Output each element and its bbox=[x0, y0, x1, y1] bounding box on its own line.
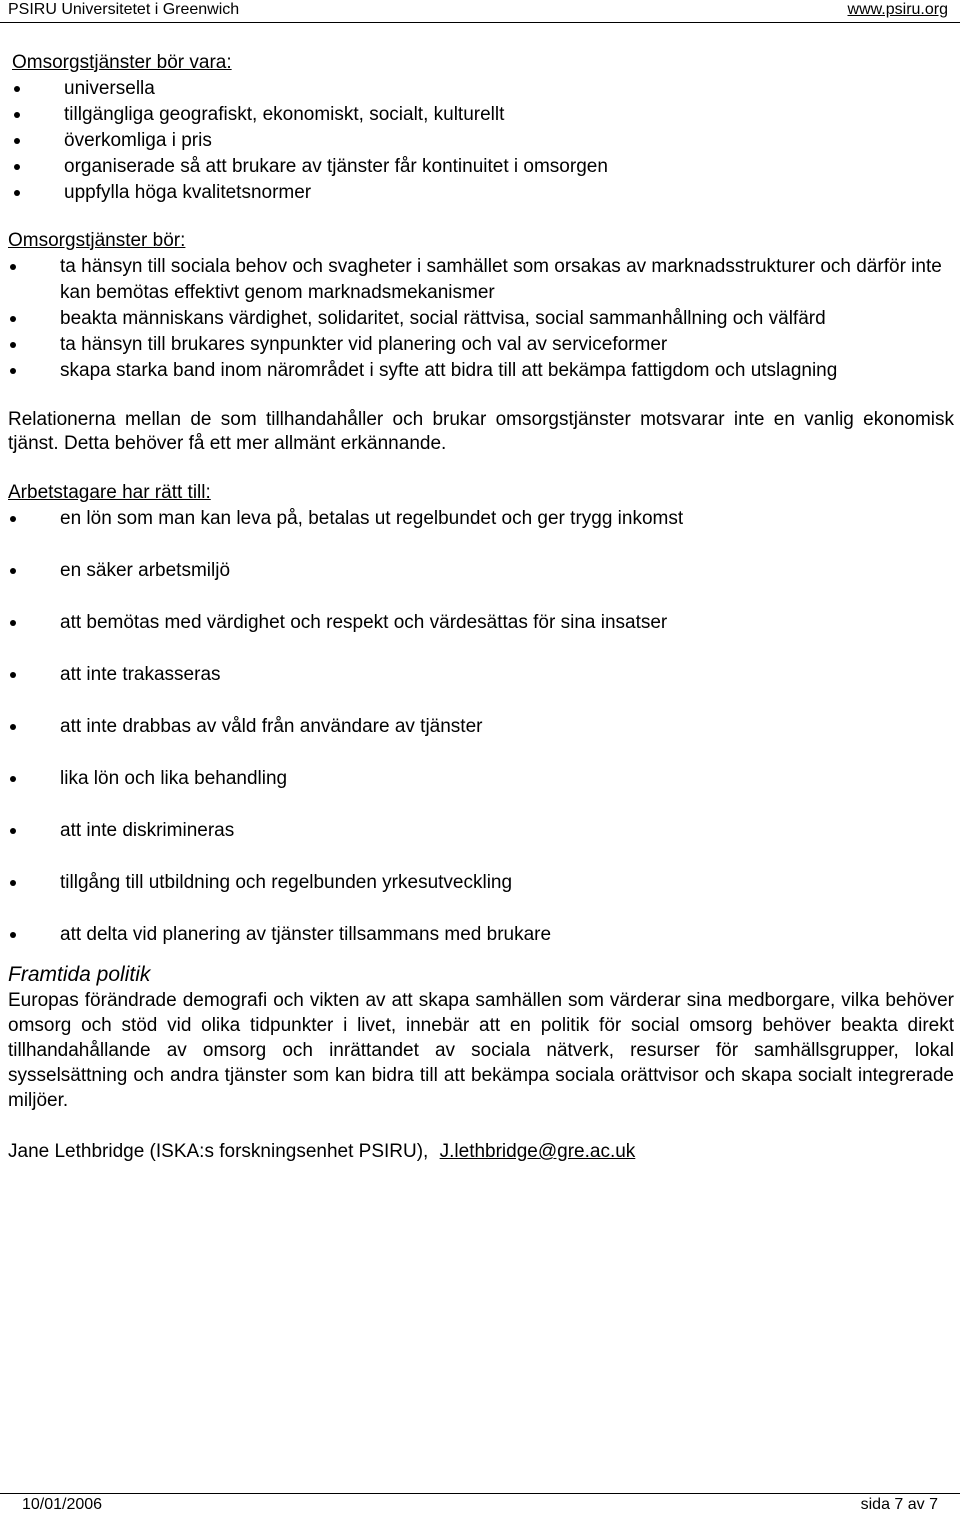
section-services-should-be bbox=[8, 50, 954, 206]
list-item: att delta vid planering av tjänster tillsammans med brukare bbox=[8, 922, 954, 948]
list-item: att inte diskrimineras bbox=[8, 818, 954, 844]
list-item: uppfylla höga kvalitetsnormer bbox=[12, 180, 954, 206]
list-item: organiserade så att brukare av tjänster får kontinuitet i omsorgen bbox=[12, 154, 954, 180]
list-item: skapa starka band inom närområdet i syfte att bidra till att bekämpa fattigdom och utslagning bbox=[8, 358, 954, 384]
header-website-link[interactable]: www.psiru.org bbox=[847, 1, 948, 18]
page-header bbox=[0, 0, 960, 23]
list-item: lika lön och lika behandling bbox=[8, 766, 954, 792]
section-heading: Omsorgstjänster bör: bbox=[8, 230, 186, 251]
footer-page-number: sida 7 av 7 bbox=[860, 1496, 938, 1513]
list-item: beakta människans värdighet, solidaritet, social rättvisa, social sammanhållning och välfärd bbox=[8, 306, 954, 332]
list-item: tillgängliga geografiskt, ekonomiskt, socialt, kulturellt bbox=[12, 102, 954, 128]
author-name: Jane Lethbridge (ISKA:s forskningsenhet PSIRU), bbox=[8, 1141, 429, 1162]
list-item: en säker arbetsmiljö bbox=[8, 558, 954, 584]
section-workers-rights bbox=[8, 480, 954, 948]
bullet-list bbox=[12, 76, 954, 206]
list-item: att inte drabbas av våld från användare av tjänster bbox=[8, 714, 954, 740]
bullet-list bbox=[8, 506, 954, 948]
list-item: att inte trakasseras bbox=[8, 662, 954, 688]
author-line bbox=[8, 1139, 954, 1165]
section-services-should bbox=[8, 228, 954, 384]
section-future-policy bbox=[8, 962, 954, 1113]
list-item: en lön som man kan leva på, betalas ut regelbundet och ger trygg inkomst bbox=[8, 506, 954, 532]
document-body bbox=[8, 50, 954, 1165]
section-heading: Arbetstagare har rätt till: bbox=[8, 482, 211, 503]
list-item: ta hänsyn till sociala behov och svagheter i samhället som orsakas av marknadsstrukturer och därför inte kan bemötas effektivt genom marknadsmekanismer bbox=[8, 254, 954, 306]
list-item: överkomliga i pris bbox=[12, 128, 954, 154]
bullet-list bbox=[8, 254, 954, 384]
section-heading: Framtida politik bbox=[8, 963, 151, 986]
page-footer bbox=[0, 1493, 960, 1512]
list-item: tillgång till utbildning och regelbunden yrkesutveckling bbox=[8, 870, 954, 896]
footer-date: 10/01/2006 bbox=[22, 1496, 103, 1513]
future-paragraph: Europas förändrade demografi och vikten av att skapa samhällen som värderar sina medborgare, vilka behöver omsorg och stöd vid olika tidpunkter i livet, innebär att en politik för social omsorg behöver beakta direkt tillhandahållande av omsorg och inrättandet av sociala nätverk, resurser för samhällsgrupper, lokal sysselsättning och andra tjänster som kan bidra till att bekämpa sociala orättvisor och skapa socialt integrerade miljöer. bbox=[8, 990, 954, 1111]
relations-paragraph: Relationerna mellan de som tillhandahåller och brukar omsorgstjänster motsvarar inte en vanlig ekonomisk tjänst. Detta behöver få ett mer allmänt erkännande. bbox=[8, 409, 954, 454]
author-email-link[interactable]: J.lethbridge@gre.ac.uk bbox=[439, 1141, 636, 1162]
list-item: att bemötas med värdighet och respekt och värdesättas för sina insatser bbox=[8, 610, 954, 636]
header-org: PSIRU Universitetet i Greenwich bbox=[8, 1, 240, 18]
list-item: ta hänsyn till brukares synpunkter vid planering och val av serviceformer bbox=[8, 332, 954, 358]
section-heading: Omsorgstjänster bör vara: bbox=[12, 52, 232, 73]
list-item: universella bbox=[12, 76, 954, 102]
